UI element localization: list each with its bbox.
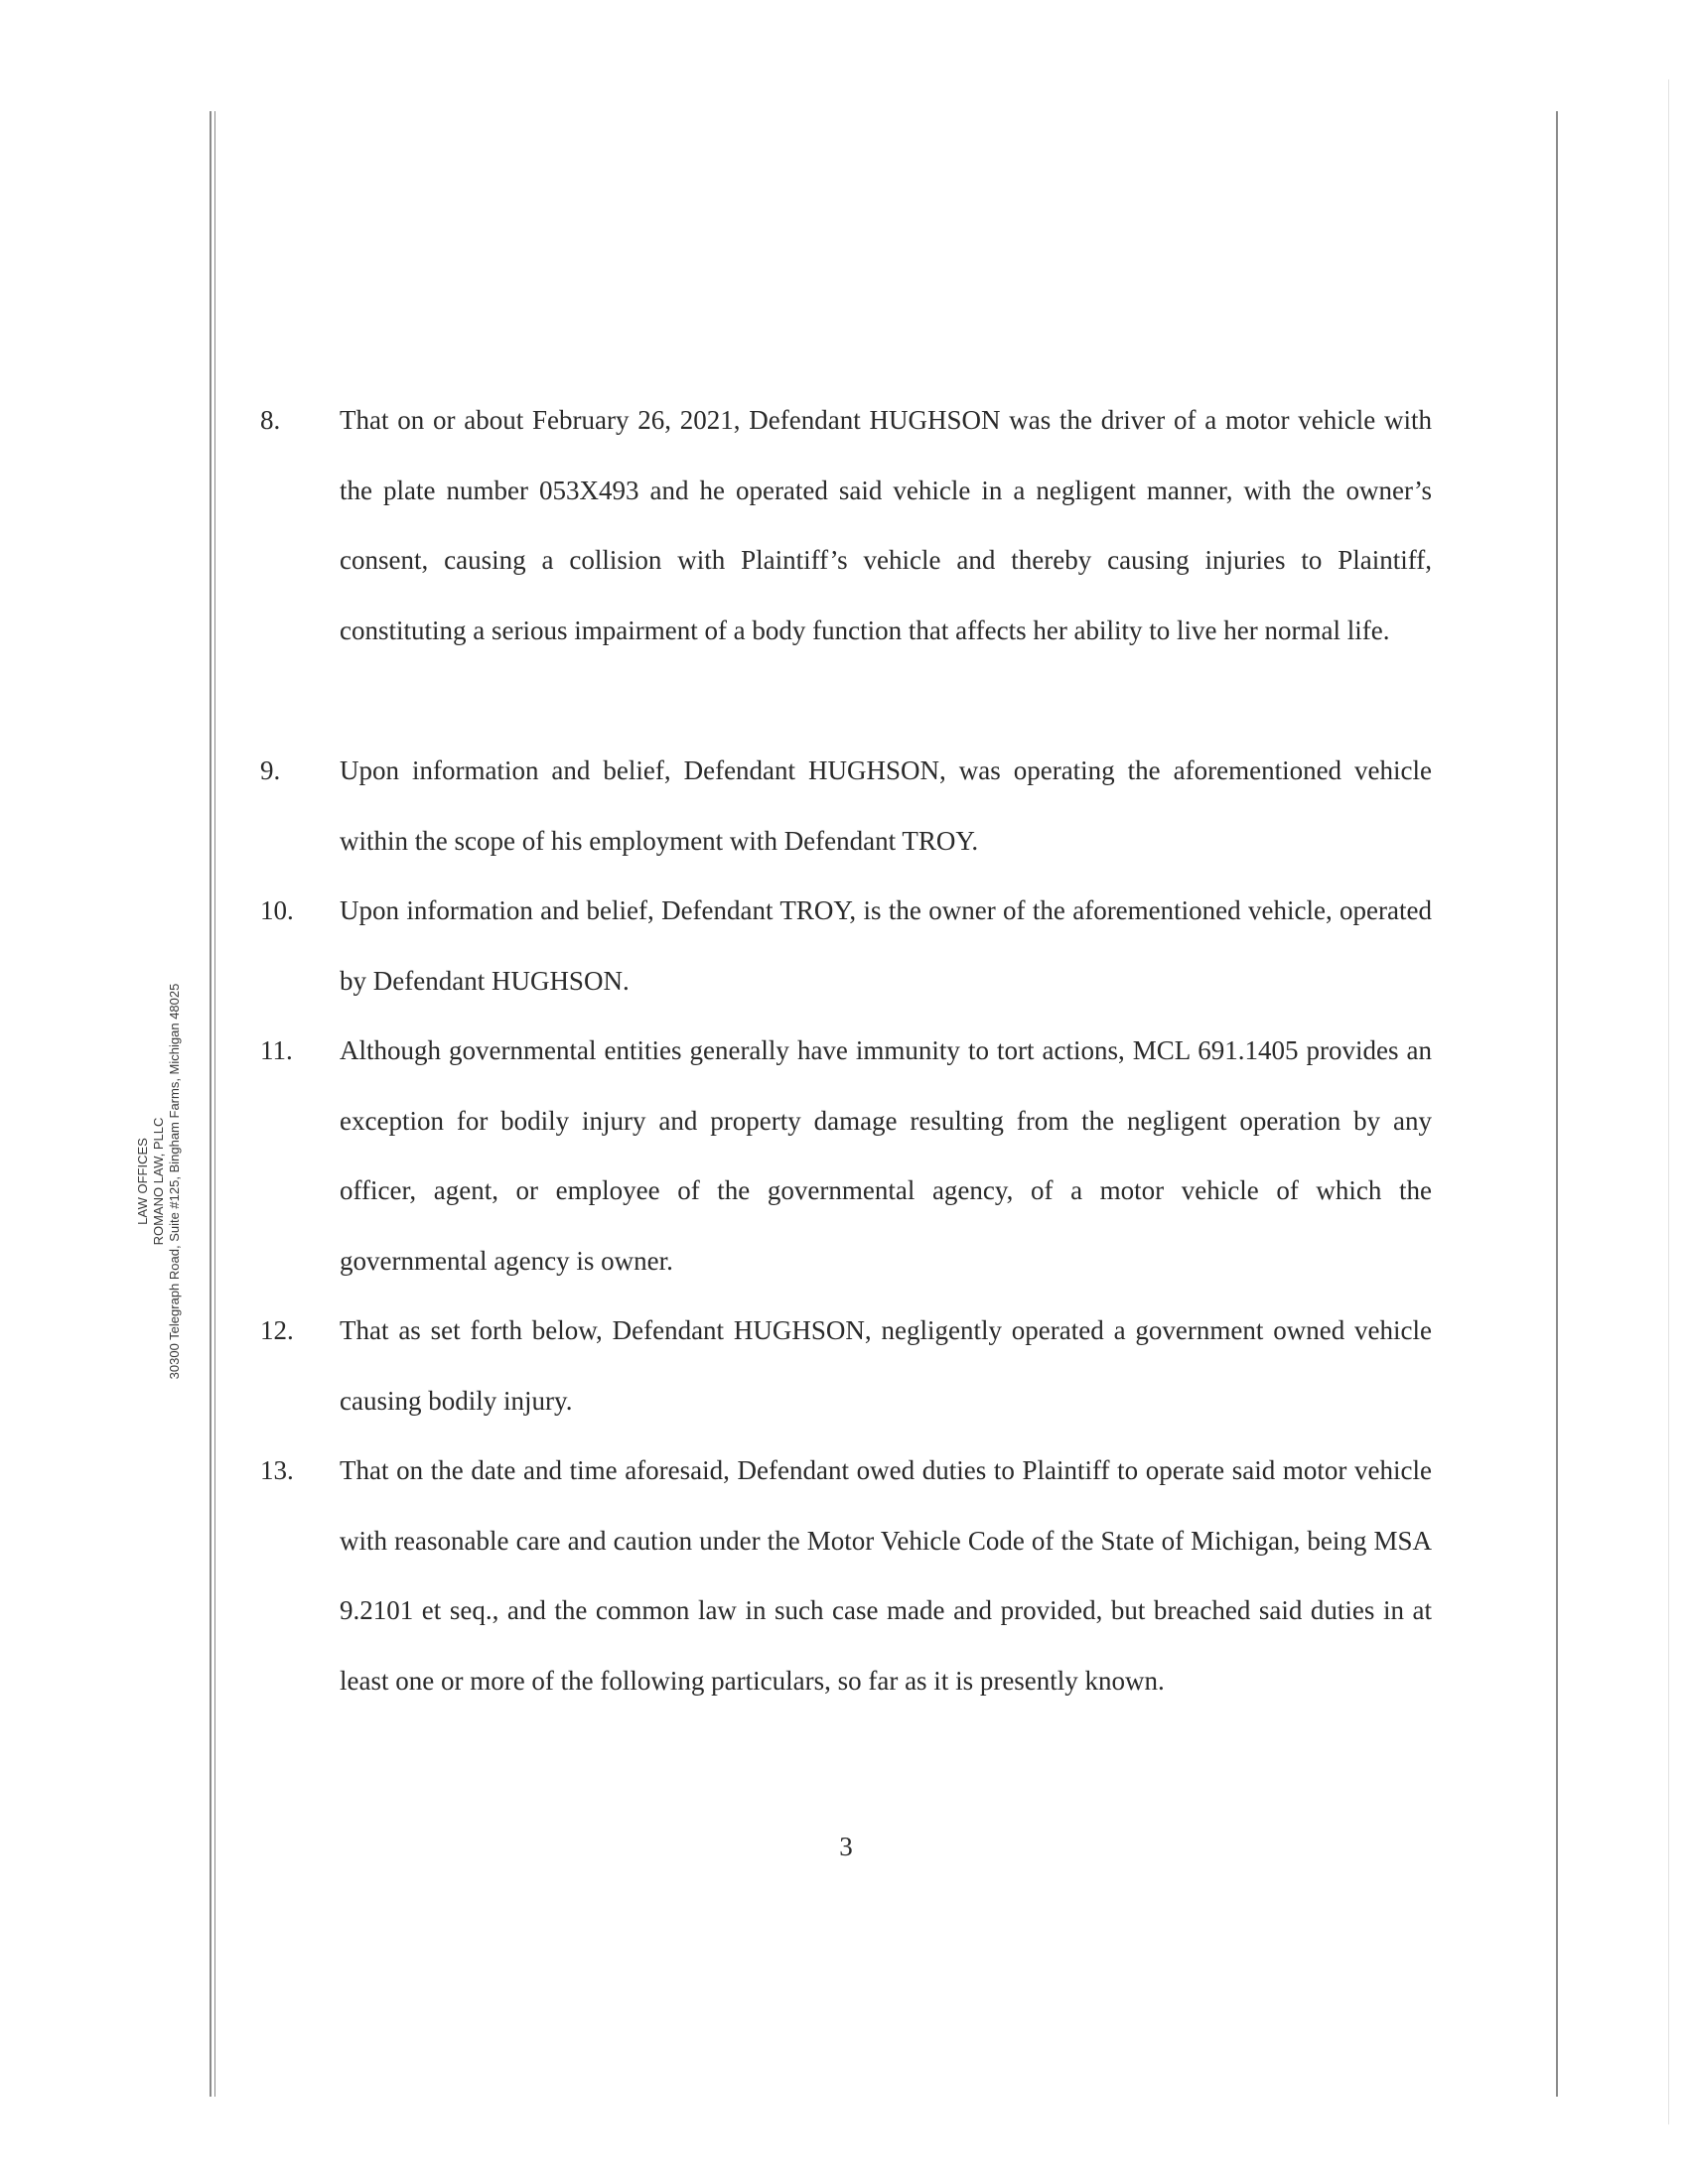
paragraph-number: 11. [260,1035,293,1065]
paragraph-number: 8. [260,405,281,435]
paragraph-text: Upon information and belief, Defendant TROY, is the owner of the aforementioned vehicle, operated by Defendant HUGHSON. [340,895,1432,996]
page-edge-line [1668,79,1669,2124]
paragraph-text: That on or about February 26, 2021, Defendant HUGHSON was the driver of a motor vehicle with the plate number 053X493 and he operated said vehicle in a negligent manner, with the owner’s consent, causing a collision with Plaintiff’s vehicle and thereby causing injuries to Plaintiff, constituting a serious impairment of a body function that affects her ability to live her normal life. [340,405,1432,645]
paragraph-text: That on the date and time aforesaid, Defendant owed duties to Plaintiff to operate said motor vehicle with reasonable care and caution under the Motor Vehicle Code of the State of Michigan, being MSA 9.2101 et seq., and the common law in such case made and provided, but breached said duties in at least one or more of the following particulars, so far as it is presently known. [340,1455,1432,1696]
firm-name: ROMANO LAW, PLLC [151,1117,166,1246]
paragraph-number: 12. [260,1315,294,1345]
paragraph-text: Upon information and belief, Defendant HUGHSON, was operating the aforementioned vehicle within the scope of his employment with Defendant TROY. [340,755,1432,856]
firm-address: 30300 Telegraph Road, Suite #125, Bingham Farms, Michigan 48025 [167,983,182,1380]
paragraph-13 [260,1435,1432,1715]
page-number: 3 [839,1832,853,1861]
paragraph-9 [260,736,1432,876]
right-margin-rule [1556,111,1558,2097]
paragraph-number: 9. [260,755,281,785]
paragraph-11 [260,1016,1432,1296]
paragraph-10 [260,876,1432,1016]
firm-heading: LAW OFFICES [135,1138,150,1225]
left-margin-rule-inner [214,111,215,2097]
paragraph-text: Although governmental entities generally have immunity to tort actions, MCL 691.1405 provides an exception for bodily injury and property damage resulting from the negligent operation by any officer, agent, or employee of the governmental agency, of a motor vehicle of which the governmental agency is owner. [340,1035,1432,1276]
paragraph-8 [260,385,1432,665]
paragraph-number: 13. [260,1455,294,1485]
paragraph-text: That as set forth below, Defendant HUGHSON, negligently operated a government owned vehicle causing bodily injury. [340,1315,1432,1416]
paragraph-12 [260,1296,1432,1435]
paragraph-number: 10. [260,895,294,925]
left-margin-rule [210,111,212,2097]
